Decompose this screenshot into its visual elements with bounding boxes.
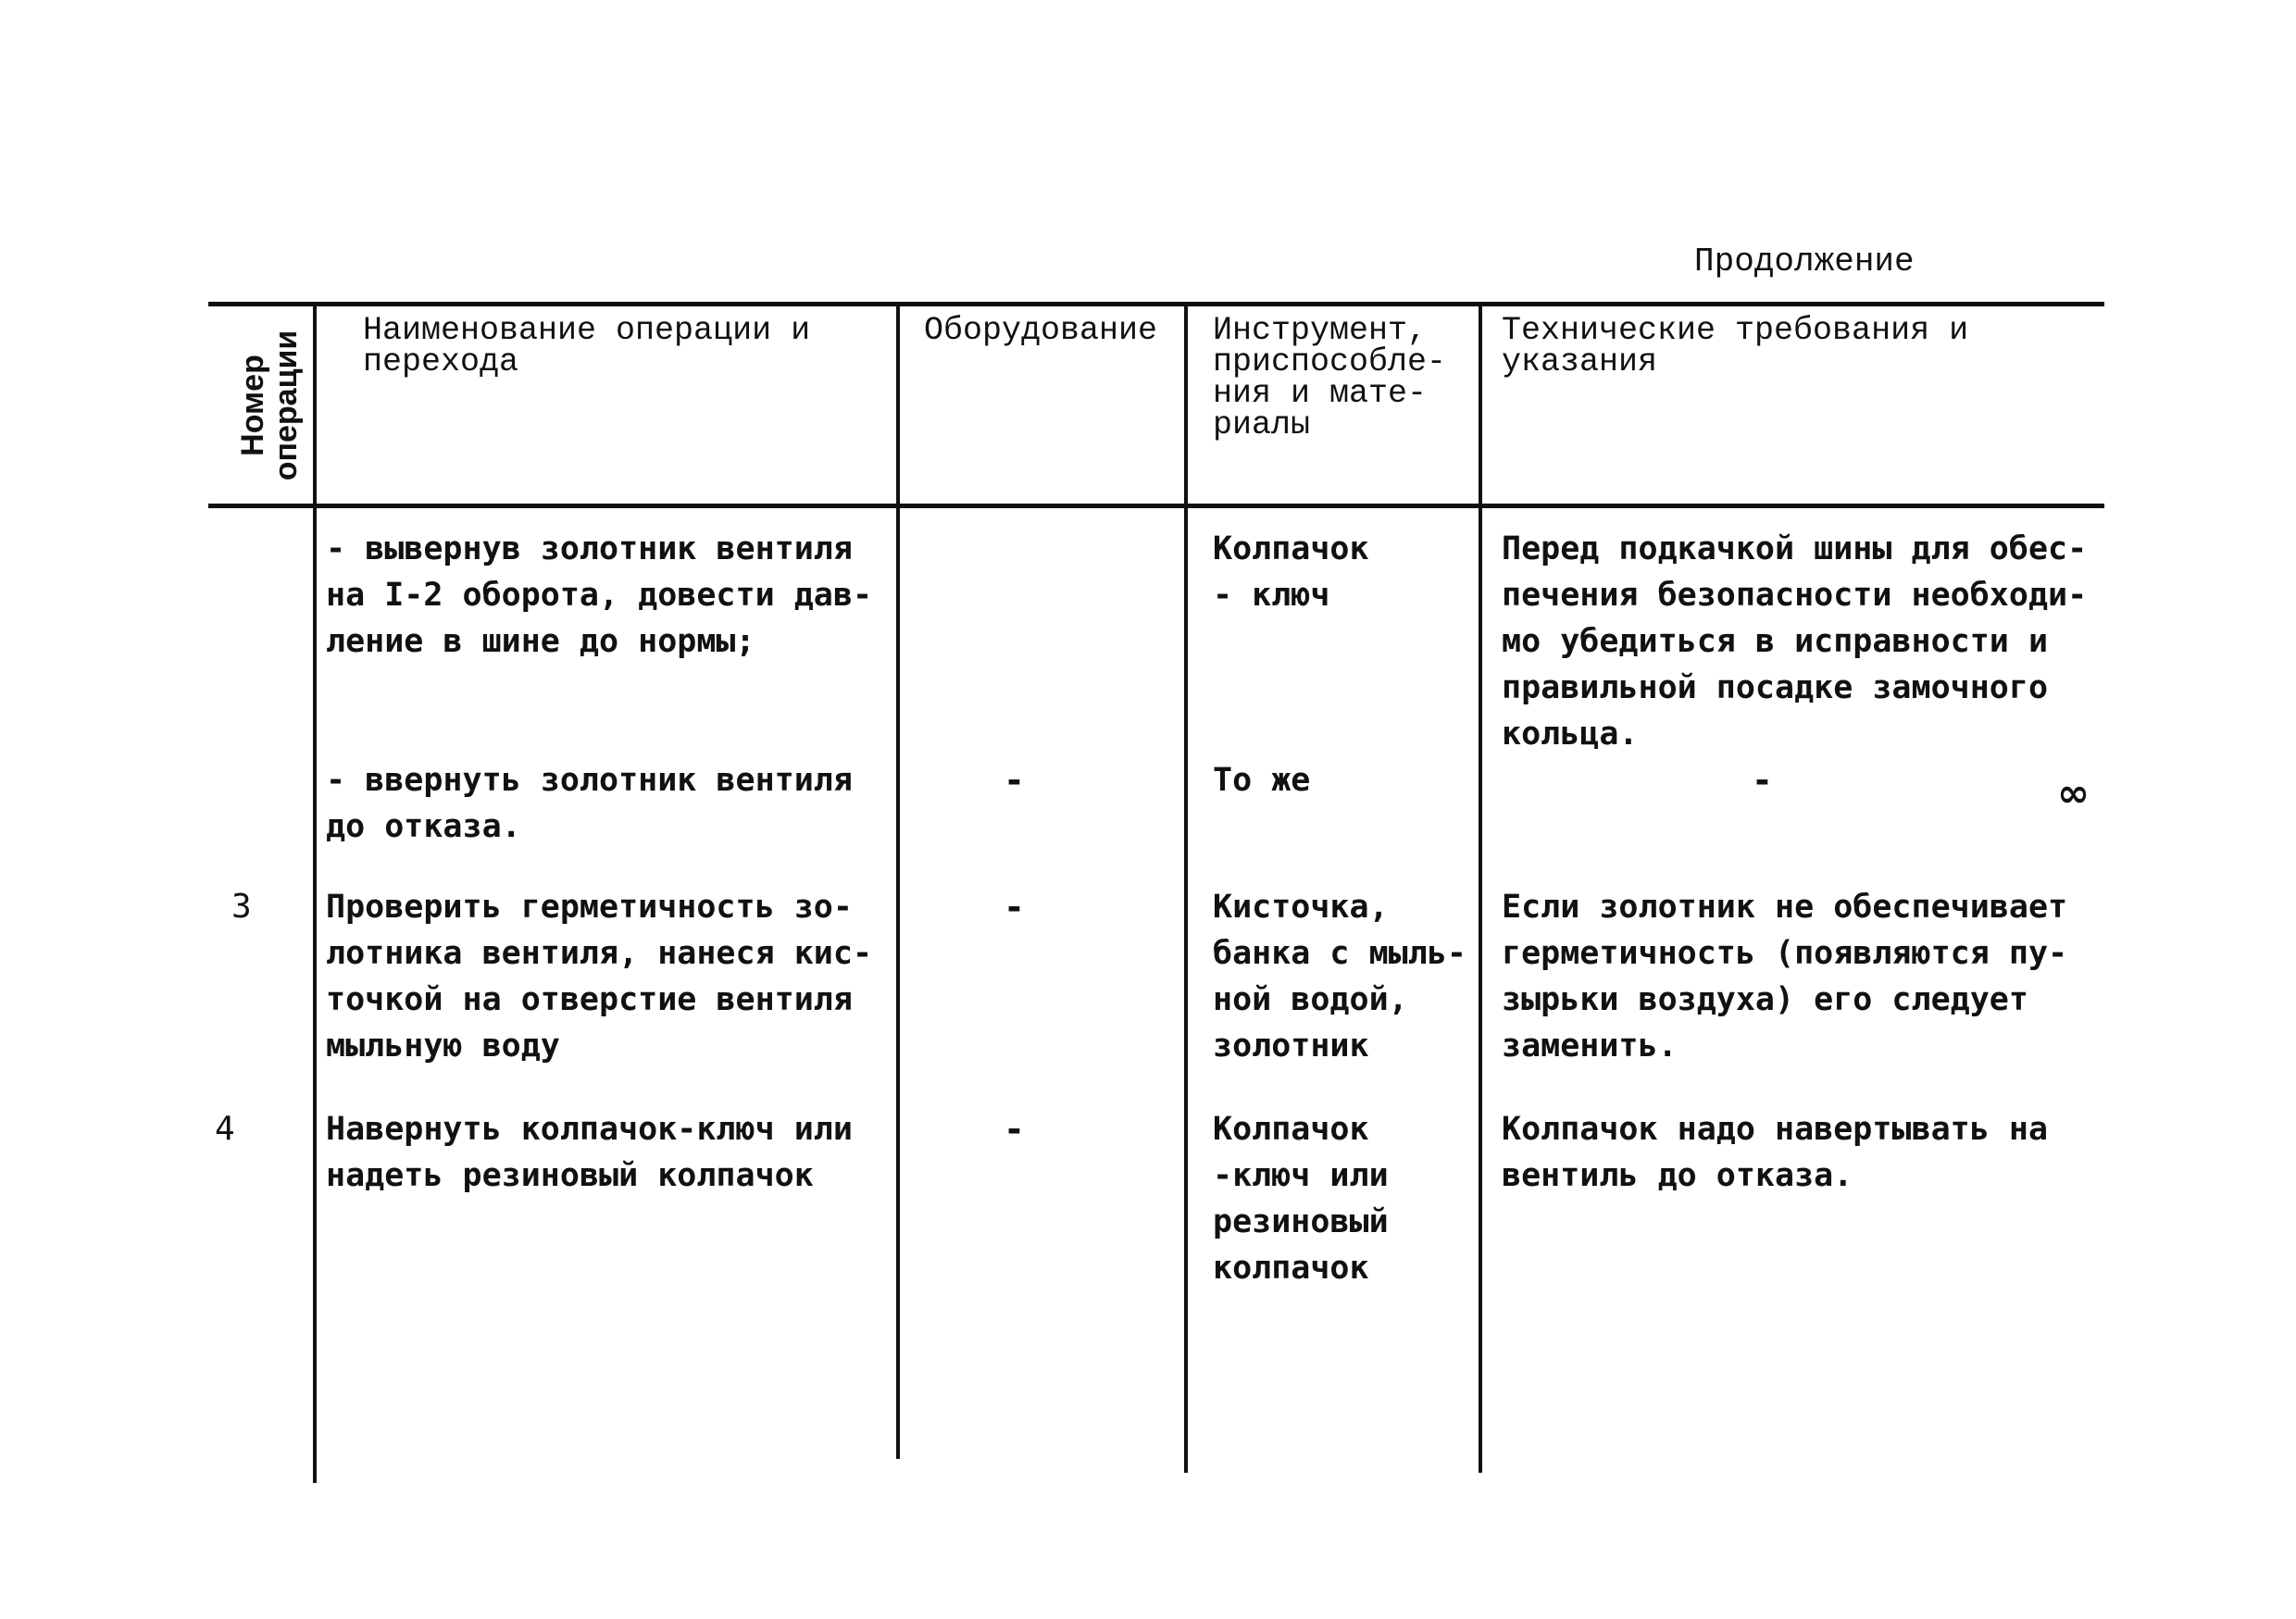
row-3-equipment: - <box>1004 887 1025 928</box>
header-requirements: Технические требования и указания <box>1502 312 1969 380</box>
row-2-requirements: - <box>1752 760 1773 801</box>
row-3-operation: Проверить герметичность зо- лотника вентиля, нанеся кис- точкой на отверстие вентиля мыльную воду <box>326 889 873 1065</box>
row-2-equipment: - <box>1004 760 1025 801</box>
page-mark: ∞ <box>2057 770 2090 816</box>
header-tools: Инструмент, приспособле- ния и мате- риалы <box>1213 312 1447 443</box>
column-divider-2 <box>896 302 900 1459</box>
row-1-tools: Колпачок - ключ <box>1213 530 1369 614</box>
row-4-operation: Навернуть колпачок-ключ или надеть резиновый колпачок <box>326 1111 853 1194</box>
header-operation-number: Номер операции <box>235 330 304 481</box>
column-divider-1 <box>313 302 317 1483</box>
column-divider-4 <box>1479 302 1482 1473</box>
row-4-number: 4 <box>215 1110 235 1148</box>
row-3-requirements: Если золотник не обеспечивает герметичность (появляются пу- зырьки воздуха) его следует заменить. <box>1502 889 2068 1065</box>
row-4-tools: Колпачок -ключ или резиновый колпачок <box>1213 1111 1389 1287</box>
row-2-tools: То же <box>1213 762 1311 799</box>
header-equipment: Оборудование <box>924 312 1158 349</box>
row-3-tools: Кисточка, банка с мыль- ной водой, золотник <box>1213 889 1466 1065</box>
row-1-operation: - вывернув золотник вентиля на I-2 оборота, довести дав- ление в шине до нормы; <box>326 530 873 660</box>
row-2-operation: - ввернуть золотник вентиля до отказа. <box>326 762 853 845</box>
continuation-label: Продолжение <box>1694 243 1915 280</box>
row-4-requirements: Колпачок надо навертывать на вентиль до отказа. <box>1502 1111 2049 1194</box>
row-4-equipment: - <box>1004 1109 1025 1150</box>
table-top-rule <box>208 302 2104 306</box>
header-operation-name: Наименование операции и перехода <box>363 312 811 380</box>
row-1-requirements: Перед подкачкой шины для обес- печения безопасности необходи- мо убедиться в исправности и правильной посадке замочного кольца. <box>1502 530 2088 753</box>
row-3-number: 3 <box>231 888 252 926</box>
column-divider-3 <box>1184 302 1188 1473</box>
header-bottom-rule <box>208 504 2104 508</box>
